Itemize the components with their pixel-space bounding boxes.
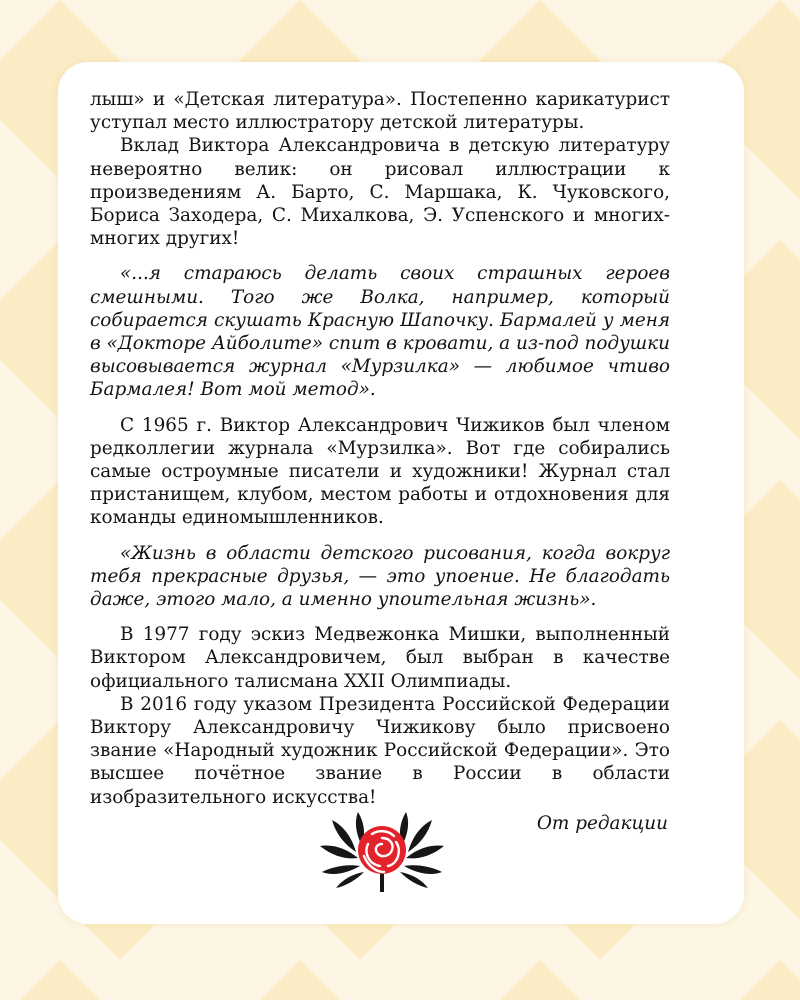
paragraph-4: В 1977 году эскиз Медвежонка Мишки, выполненный Виктором Александровичем, был выбран в качестве официального талисмана XXII Олимпиады. xyxy=(90,624,670,692)
quote-2: «Жизнь в области детского рисования, когда вокруг тебя прекрасные друзья, — это упоение. Не благодать даже, этого мало, а именно упоительная жизнь». xyxy=(90,542,670,611)
paragraph-5: В 2016 году указом Президента Российской Федерации Виктору Александровичу Чижикову было присвоено звание «Народный художник Российской Федерации». Это высшее почётное звание в России в области изобразительного искусства! xyxy=(90,693,670,808)
paragraph-3: С 1965 г. Виктор Александрович Чижиков был членом редколлегии журнала «Мурзилка». Вот где собирались самые остроумные писатели и художники! Журнал стал пристанищем, клубом, местом работы и отдохновения для команды единомышленников. xyxy=(90,414,670,529)
signature: От редакции xyxy=(536,812,668,834)
article-text xyxy=(90,88,670,835)
paragraph-1: лыш» и «Детская литература». Постепенно карикатурист уступал место иллюстратору детской литературы. xyxy=(90,89,670,134)
quote-1: «...я стараюсь делать своих страшных героев смешными. Того же Волка, например, который собирается скушать Красную Шапочку. Бармалей у меня в «Докторе Айболите» спит в кровати, а из-под подушки высовывается журнал «Мурзилка» — любимое чтиво Бармалея! Вот мой метод». xyxy=(90,263,670,401)
paragraph-2: Вклад Виктора Александровича в детскую литературу невероятно велик: он рисовал иллюстрации к произведениям А. Барто, С. Маршака, К. Чуковского, Бориса Заходера, С. Михалкова, Э. Успенского и многих-многих других! xyxy=(90,135,670,250)
rose-icon xyxy=(318,808,446,892)
